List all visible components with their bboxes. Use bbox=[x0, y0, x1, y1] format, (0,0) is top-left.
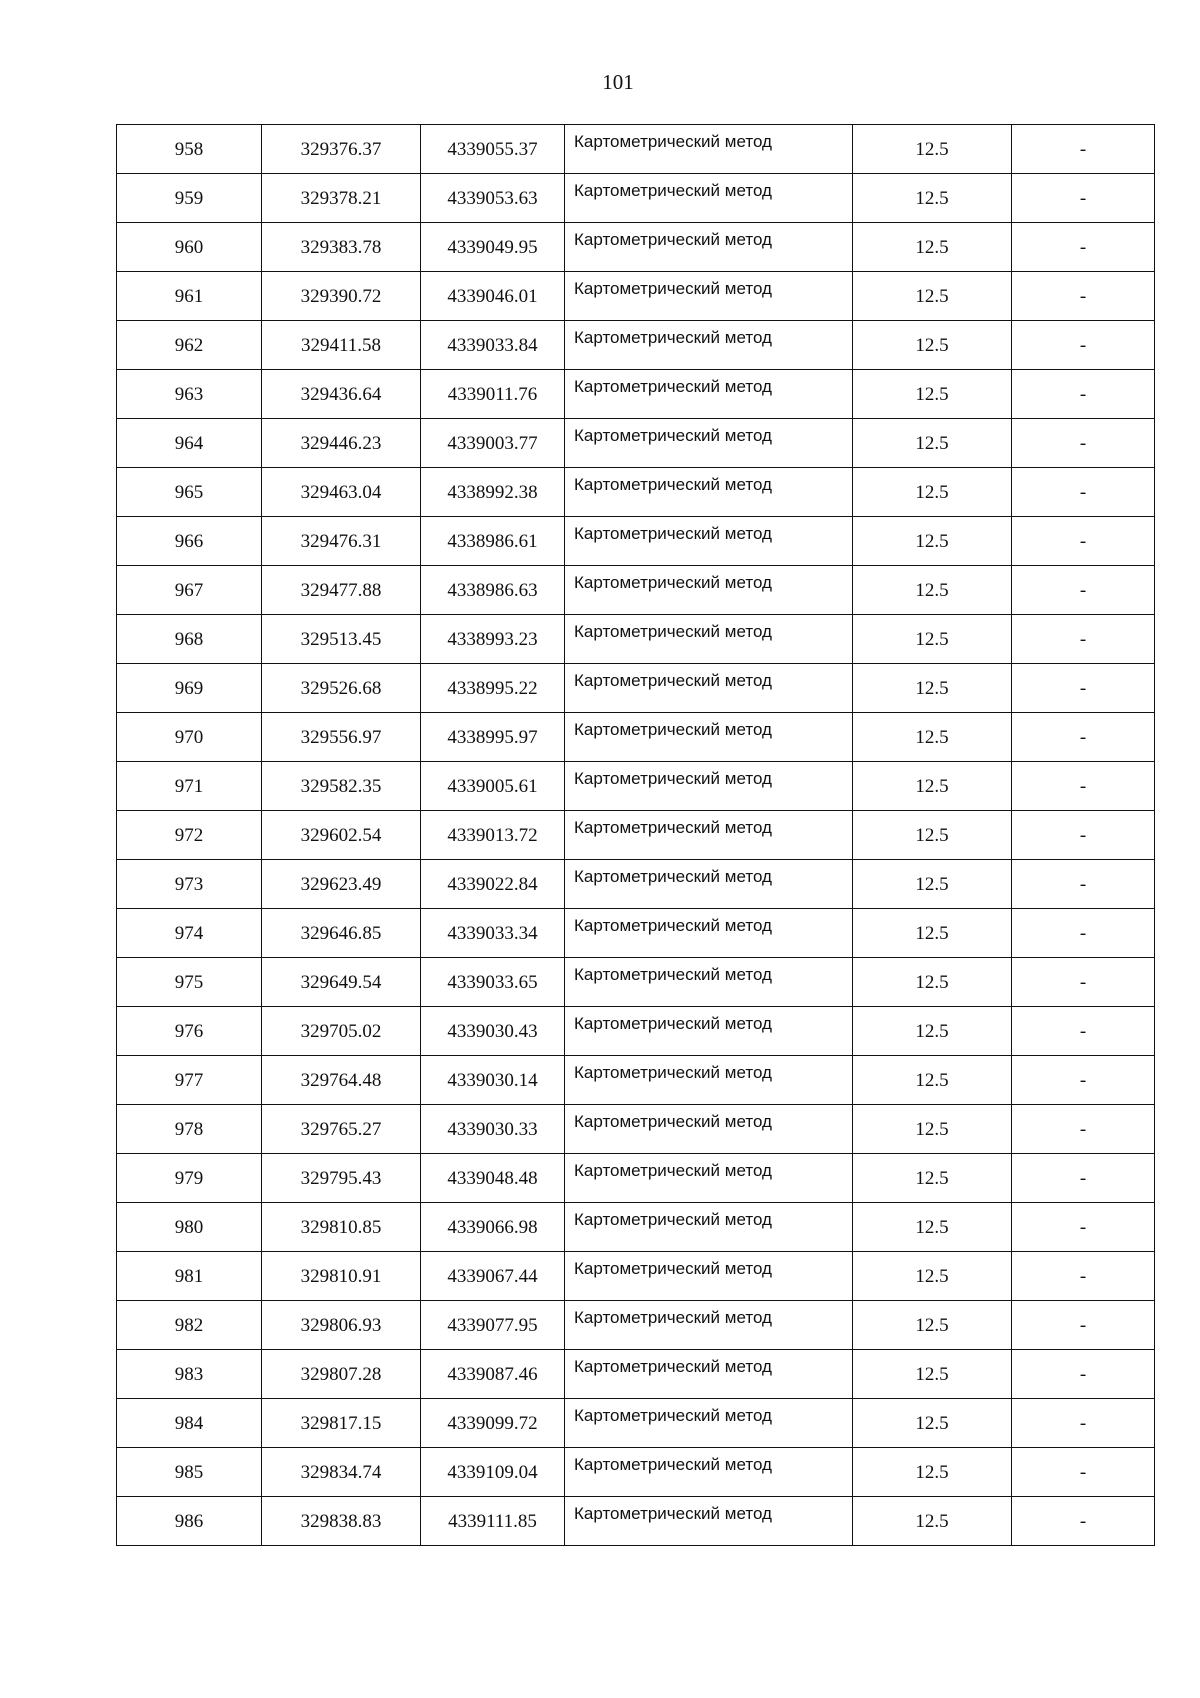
point-number-cell: 979 bbox=[117, 1154, 262, 1203]
table-row bbox=[117, 1154, 1155, 1203]
x-coordinate-cell: 329838.83 bbox=[262, 1497, 421, 1546]
description-cell: - bbox=[1012, 125, 1155, 174]
point-number-cell: 966 bbox=[117, 517, 262, 566]
method-cell: Картометрический метод bbox=[565, 909, 853, 958]
y-coordinate-cell: 4339030.33 bbox=[421, 1105, 565, 1154]
method-cell: Картометрический метод bbox=[565, 958, 853, 1007]
point-number-cell: 980 bbox=[117, 1203, 262, 1252]
table-row bbox=[117, 1007, 1155, 1056]
point-number-cell: 970 bbox=[117, 713, 262, 762]
table-row bbox=[117, 1448, 1155, 1497]
y-coordinate-cell: 4339053.63 bbox=[421, 174, 565, 223]
x-coordinate-cell: 329646.85 bbox=[262, 909, 421, 958]
method-cell: Картометрический метод bbox=[565, 468, 853, 517]
description-cell: - bbox=[1012, 1301, 1155, 1350]
y-coordinate-cell: 4338993.23 bbox=[421, 615, 565, 664]
method-cell: Картометрический метод bbox=[565, 370, 853, 419]
accuracy-cell: 12.5 bbox=[853, 1252, 1012, 1301]
table-row bbox=[117, 517, 1155, 566]
accuracy-cell: 12.5 bbox=[853, 468, 1012, 517]
accuracy-cell: 12.5 bbox=[853, 1105, 1012, 1154]
method-cell: Картометрический метод bbox=[565, 1301, 853, 1350]
description-cell: - bbox=[1012, 1497, 1155, 1546]
point-number-cell: 971 bbox=[117, 762, 262, 811]
y-coordinate-cell: 4339077.95 bbox=[421, 1301, 565, 1350]
description-cell: - bbox=[1012, 1350, 1155, 1399]
x-coordinate-cell: 329582.35 bbox=[262, 762, 421, 811]
method-cell: Картометрический метод bbox=[565, 1252, 853, 1301]
table-row bbox=[117, 566, 1155, 615]
method-cell: Картометрический метод bbox=[565, 1203, 853, 1252]
point-number-cell: 965 bbox=[117, 468, 262, 517]
table-row bbox=[117, 1203, 1155, 1252]
point-number-cell: 977 bbox=[117, 1056, 262, 1105]
method-cell: Картометрический метод bbox=[565, 517, 853, 566]
point-number-cell: 961 bbox=[117, 272, 262, 321]
table-row bbox=[117, 272, 1155, 321]
accuracy-cell: 12.5 bbox=[853, 419, 1012, 468]
method-cell: Картометрический метод bbox=[565, 1448, 853, 1497]
accuracy-cell: 12.5 bbox=[853, 321, 1012, 370]
accuracy-cell: 12.5 bbox=[853, 1301, 1012, 1350]
table-row bbox=[117, 909, 1155, 958]
table-row bbox=[117, 370, 1155, 419]
accuracy-cell: 12.5 bbox=[853, 762, 1012, 811]
method-cell: Картометрический метод bbox=[565, 321, 853, 370]
method-cell: Картометрический метод bbox=[565, 566, 853, 615]
point-number-cell: 967 bbox=[117, 566, 262, 615]
x-coordinate-cell: 329383.78 bbox=[262, 223, 421, 272]
accuracy-cell: 12.5 bbox=[853, 272, 1012, 321]
y-coordinate-cell: 4338995.22 bbox=[421, 664, 565, 713]
x-coordinate-cell: 329795.43 bbox=[262, 1154, 421, 1203]
y-coordinate-cell: 4338986.63 bbox=[421, 566, 565, 615]
method-cell: Картометрический метод bbox=[565, 1497, 853, 1546]
accuracy-cell: 12.5 bbox=[853, 1154, 1012, 1203]
x-coordinate-cell: 329705.02 bbox=[262, 1007, 421, 1056]
table-row bbox=[117, 1497, 1155, 1546]
accuracy-cell: 12.5 bbox=[853, 223, 1012, 272]
description-cell: - bbox=[1012, 664, 1155, 713]
y-coordinate-cell: 4339003.77 bbox=[421, 419, 565, 468]
description-cell: - bbox=[1012, 811, 1155, 860]
point-number-cell: 958 bbox=[117, 125, 262, 174]
coordinates-table-body bbox=[117, 125, 1155, 1546]
y-coordinate-cell: 4339030.14 bbox=[421, 1056, 565, 1105]
method-cell: Картометрический метод bbox=[565, 1154, 853, 1203]
table-row bbox=[117, 1301, 1155, 1350]
method-cell: Картометрический метод bbox=[565, 811, 853, 860]
table-row bbox=[117, 762, 1155, 811]
table-row bbox=[117, 860, 1155, 909]
x-coordinate-cell: 329807.28 bbox=[262, 1350, 421, 1399]
accuracy-cell: 12.5 bbox=[853, 370, 1012, 419]
table-row bbox=[117, 811, 1155, 860]
y-coordinate-cell: 4339111.85 bbox=[421, 1497, 565, 1546]
x-coordinate-cell: 329764.48 bbox=[262, 1056, 421, 1105]
method-cell: Картометрический метод bbox=[565, 615, 853, 664]
description-cell: - bbox=[1012, 1154, 1155, 1203]
coordinates-table bbox=[116, 124, 1155, 1546]
y-coordinate-cell: 4339067.44 bbox=[421, 1252, 565, 1301]
description-cell: - bbox=[1012, 321, 1155, 370]
method-cell: Картометрический метод bbox=[565, 1007, 853, 1056]
accuracy-cell: 12.5 bbox=[853, 125, 1012, 174]
point-number-cell: 973 bbox=[117, 860, 262, 909]
y-coordinate-cell: 4339013.72 bbox=[421, 811, 565, 860]
method-cell: Картометрический метод bbox=[565, 1399, 853, 1448]
method-cell: Картометрический метод bbox=[565, 1056, 853, 1105]
y-coordinate-cell: 4339099.72 bbox=[421, 1399, 565, 1448]
y-coordinate-cell: 4339048.48 bbox=[421, 1154, 565, 1203]
accuracy-cell: 12.5 bbox=[853, 1007, 1012, 1056]
description-cell: - bbox=[1012, 517, 1155, 566]
description-cell: - bbox=[1012, 1007, 1155, 1056]
description-cell: - bbox=[1012, 1203, 1155, 1252]
x-coordinate-cell: 329376.37 bbox=[262, 125, 421, 174]
y-coordinate-cell: 4339109.04 bbox=[421, 1448, 565, 1497]
description-cell: - bbox=[1012, 272, 1155, 321]
accuracy-cell: 12.5 bbox=[853, 1350, 1012, 1399]
x-coordinate-cell: 329810.91 bbox=[262, 1252, 421, 1301]
point-number-cell: 981 bbox=[117, 1252, 262, 1301]
y-coordinate-cell: 4339087.46 bbox=[421, 1350, 565, 1399]
description-cell: - bbox=[1012, 223, 1155, 272]
y-coordinate-cell: 4338992.38 bbox=[421, 468, 565, 517]
x-coordinate-cell: 329806.93 bbox=[262, 1301, 421, 1350]
x-coordinate-cell: 329446.23 bbox=[262, 419, 421, 468]
accuracy-cell: 12.5 bbox=[853, 615, 1012, 664]
x-coordinate-cell: 329390.72 bbox=[262, 272, 421, 321]
description-cell: - bbox=[1012, 419, 1155, 468]
description-cell: - bbox=[1012, 958, 1155, 1007]
accuracy-cell: 12.5 bbox=[853, 1056, 1012, 1105]
y-coordinate-cell: 4339033.65 bbox=[421, 958, 565, 1007]
x-coordinate-cell: 329623.49 bbox=[262, 860, 421, 909]
x-coordinate-cell: 329817.15 bbox=[262, 1399, 421, 1448]
description-cell: - bbox=[1012, 370, 1155, 419]
point-number-cell: 968 bbox=[117, 615, 262, 664]
description-cell: - bbox=[1012, 762, 1155, 811]
y-coordinate-cell: 4338986.61 bbox=[421, 517, 565, 566]
table-row bbox=[117, 174, 1155, 223]
point-number-cell: 972 bbox=[117, 811, 262, 860]
y-coordinate-cell: 4339033.34 bbox=[421, 909, 565, 958]
accuracy-cell: 12.5 bbox=[853, 860, 1012, 909]
accuracy-cell: 12.5 bbox=[853, 713, 1012, 762]
description-cell: - bbox=[1012, 1448, 1155, 1497]
point-number-cell: 964 bbox=[117, 419, 262, 468]
point-number-cell: 960 bbox=[117, 223, 262, 272]
table-row bbox=[117, 713, 1155, 762]
y-coordinate-cell: 4339049.95 bbox=[421, 223, 565, 272]
y-coordinate-cell: 4339030.43 bbox=[421, 1007, 565, 1056]
description-cell: - bbox=[1012, 174, 1155, 223]
point-number-cell: 969 bbox=[117, 664, 262, 713]
description-cell: - bbox=[1012, 1252, 1155, 1301]
x-coordinate-cell: 329810.85 bbox=[262, 1203, 421, 1252]
method-cell: Картометрический метод bbox=[565, 860, 853, 909]
description-cell: - bbox=[1012, 468, 1155, 517]
method-cell: Картометрический метод bbox=[565, 223, 853, 272]
x-coordinate-cell: 329526.68 bbox=[262, 664, 421, 713]
point-number-cell: 975 bbox=[117, 958, 262, 1007]
table-row bbox=[117, 615, 1155, 664]
accuracy-cell: 12.5 bbox=[853, 909, 1012, 958]
table-row bbox=[117, 1399, 1155, 1448]
table-row bbox=[117, 1056, 1155, 1105]
accuracy-cell: 12.5 bbox=[853, 958, 1012, 1007]
point-number-cell: 978 bbox=[117, 1105, 262, 1154]
accuracy-cell: 12.5 bbox=[853, 1203, 1012, 1252]
page-number: 101 bbox=[602, 70, 634, 94]
method-cell: Картометрический метод bbox=[565, 1105, 853, 1154]
method-cell: Картометрический метод bbox=[565, 1350, 853, 1399]
table-row bbox=[117, 664, 1155, 713]
point-number-cell: 974 bbox=[117, 909, 262, 958]
accuracy-cell: 12.5 bbox=[853, 1448, 1012, 1497]
y-coordinate-cell: 4339066.98 bbox=[421, 1203, 565, 1252]
y-coordinate-cell: 4339055.37 bbox=[421, 125, 565, 174]
x-coordinate-cell: 329602.54 bbox=[262, 811, 421, 860]
description-cell: - bbox=[1012, 1399, 1155, 1448]
table-row bbox=[117, 1105, 1155, 1154]
description-cell: - bbox=[1012, 860, 1155, 909]
accuracy-cell: 12.5 bbox=[853, 811, 1012, 860]
x-coordinate-cell: 329513.45 bbox=[262, 615, 421, 664]
point-number-cell: 959 bbox=[117, 174, 262, 223]
description-cell: - bbox=[1012, 1105, 1155, 1154]
description-cell: - bbox=[1012, 713, 1155, 762]
y-coordinate-cell: 4338995.97 bbox=[421, 713, 565, 762]
x-coordinate-cell: 329765.27 bbox=[262, 1105, 421, 1154]
description-cell: - bbox=[1012, 615, 1155, 664]
x-coordinate-cell: 329463.04 bbox=[262, 468, 421, 517]
x-coordinate-cell: 329556.97 bbox=[262, 713, 421, 762]
y-coordinate-cell: 4339022.84 bbox=[421, 860, 565, 909]
table-row bbox=[117, 223, 1155, 272]
x-coordinate-cell: 329378.21 bbox=[262, 174, 421, 223]
x-coordinate-cell: 329476.31 bbox=[262, 517, 421, 566]
table-row bbox=[117, 125, 1155, 174]
accuracy-cell: 12.5 bbox=[853, 1399, 1012, 1448]
description-cell: - bbox=[1012, 1056, 1155, 1105]
method-cell: Картометрический метод bbox=[565, 419, 853, 468]
method-cell: Картометрический метод bbox=[565, 272, 853, 321]
y-coordinate-cell: 4339046.01 bbox=[421, 272, 565, 321]
table-row bbox=[117, 1252, 1155, 1301]
x-coordinate-cell: 329436.64 bbox=[262, 370, 421, 419]
description-cell: - bbox=[1012, 566, 1155, 615]
point-number-cell: 976 bbox=[117, 1007, 262, 1056]
accuracy-cell: 12.5 bbox=[853, 664, 1012, 713]
point-number-cell: 963 bbox=[117, 370, 262, 419]
x-coordinate-cell: 329411.58 bbox=[262, 321, 421, 370]
y-coordinate-cell: 4339011.76 bbox=[421, 370, 565, 419]
method-cell: Картометрический метод bbox=[565, 664, 853, 713]
point-number-cell: 984 bbox=[117, 1399, 262, 1448]
method-cell: Картометрический метод bbox=[565, 713, 853, 762]
y-coordinate-cell: 4339005.61 bbox=[421, 762, 565, 811]
accuracy-cell: 12.5 bbox=[853, 174, 1012, 223]
point-number-cell: 985 bbox=[117, 1448, 262, 1497]
accuracy-cell: 12.5 bbox=[853, 1497, 1012, 1546]
point-number-cell: 986 bbox=[117, 1497, 262, 1546]
method-cell: Картометрический метод bbox=[565, 125, 853, 174]
point-number-cell: 962 bbox=[117, 321, 262, 370]
point-number-cell: 983 bbox=[117, 1350, 262, 1399]
table-row bbox=[117, 958, 1155, 1007]
description-cell: - bbox=[1012, 909, 1155, 958]
method-cell: Картометрический метод bbox=[565, 174, 853, 223]
y-coordinate-cell: 4339033.84 bbox=[421, 321, 565, 370]
table-row bbox=[117, 1350, 1155, 1399]
point-number-cell: 982 bbox=[117, 1301, 262, 1350]
accuracy-cell: 12.5 bbox=[853, 517, 1012, 566]
accuracy-cell: 12.5 bbox=[853, 566, 1012, 615]
table-row bbox=[117, 419, 1155, 468]
x-coordinate-cell: 329649.54 bbox=[262, 958, 421, 1007]
method-cell: Картометрический метод bbox=[565, 762, 853, 811]
table-row bbox=[117, 321, 1155, 370]
table-row bbox=[117, 468, 1155, 517]
x-coordinate-cell: 329477.88 bbox=[262, 566, 421, 615]
x-coordinate-cell: 329834.74 bbox=[262, 1448, 421, 1497]
